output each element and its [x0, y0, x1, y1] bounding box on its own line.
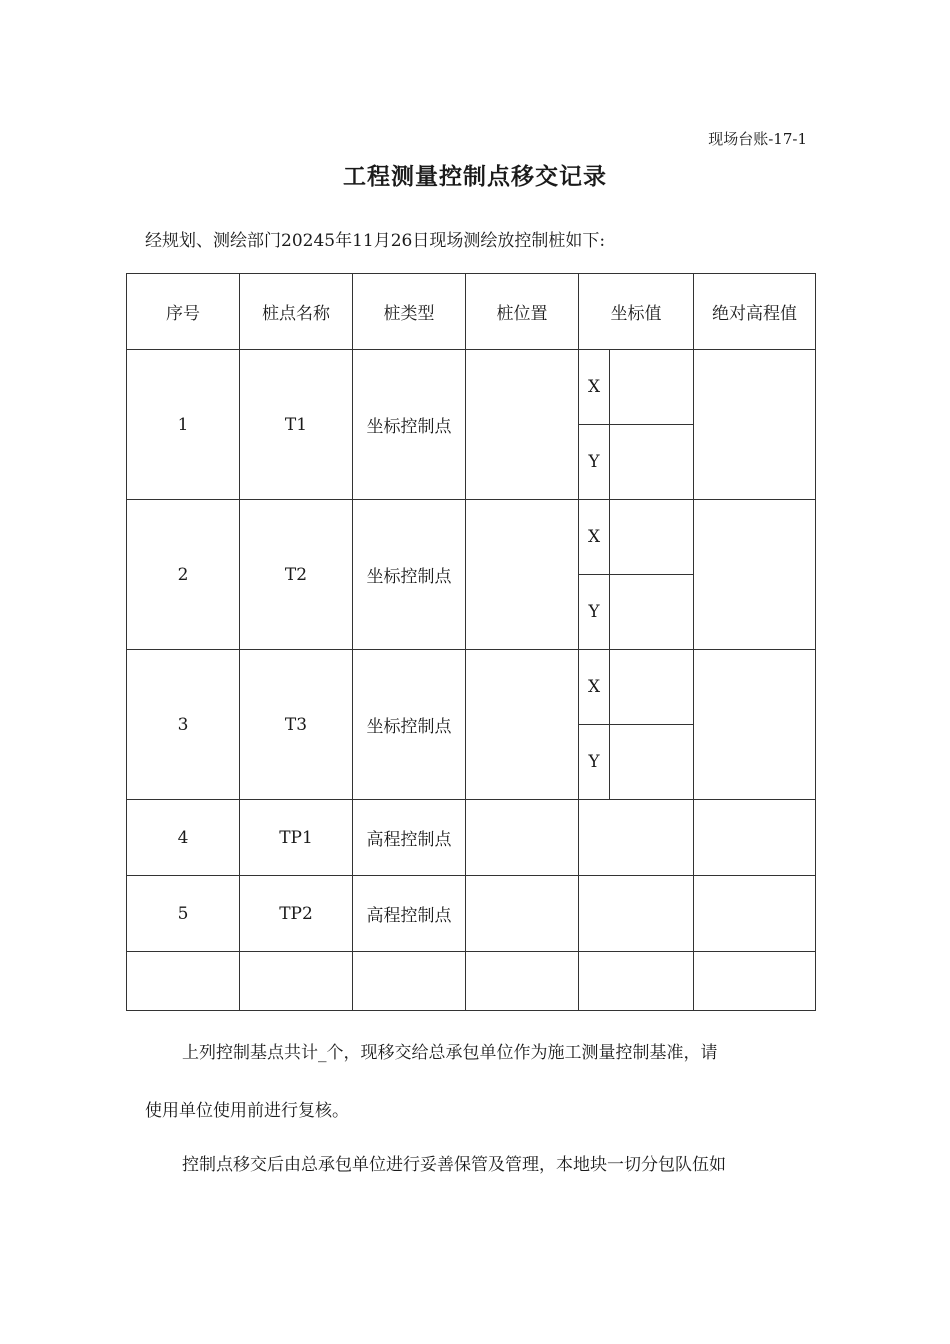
paragraph-line: 上列控制基点共计_个，现移交给总承包单位作为施工测量控制基准，请 [182, 1043, 718, 1063]
cell-type: 坐标控制点 [353, 350, 466, 500]
cell-elevation[interactable] [694, 500, 816, 650]
handover-paragraph [145, 1024, 805, 1140]
table-row [127, 952, 816, 1011]
paragraph-line: 控制点移交后由总承包单位进行妥善保管及管理，本地块一切分包队伍如 [182, 1155, 726, 1175]
custody-paragraph [145, 1136, 805, 1194]
cell-elevation[interactable] [694, 800, 816, 876]
header-elevation: 绝对高程值 [694, 274, 816, 350]
cell-index: 3 [127, 650, 240, 800]
cell-index: 5 [127, 876, 240, 952]
table-row [127, 350, 816, 425]
cell-position[interactable] [466, 350, 579, 500]
table-row [127, 876, 816, 952]
coord-y-value[interactable] [610, 725, 694, 800]
coord-x-value[interactable] [610, 500, 694, 575]
cell-name: T1 [240, 350, 353, 500]
coord-y-value[interactable] [610, 575, 694, 650]
document-reference: 现场台账-17-1 [708, 130, 807, 148]
cell-index[interactable] [127, 952, 240, 1011]
cell-position[interactable] [466, 876, 579, 952]
coord-x-value[interactable] [610, 650, 694, 725]
cell-elevation[interactable] [694, 650, 816, 800]
cell-position[interactable] [466, 800, 579, 876]
coord-y-value[interactable] [610, 425, 694, 500]
coord-x-value[interactable] [610, 350, 694, 425]
cell-type: 坐标控制点 [353, 500, 466, 650]
coord-x-label: X [579, 650, 610, 725]
cell-type: 高程控制点 [353, 800, 466, 876]
cell-name: TP1 [240, 800, 353, 876]
cell-coords[interactable] [579, 952, 694, 1011]
table-row [127, 800, 816, 876]
cell-type: 坐标控制点 [353, 650, 466, 800]
cell-position[interactable] [466, 500, 579, 650]
header-name: 桩点名称 [240, 274, 353, 350]
cell-coords[interactable] [579, 876, 694, 952]
cell-name: T2 [240, 500, 353, 650]
cell-elevation[interactable] [694, 350, 816, 500]
cell-index: 4 [127, 800, 240, 876]
header-type: 桩类型 [353, 274, 466, 350]
coord-x-label: X [579, 350, 610, 425]
cell-position[interactable] [466, 650, 579, 800]
header-position: 桩位置 [466, 274, 579, 350]
coord-y-label: Y [579, 575, 610, 650]
control-point-table [126, 273, 816, 1011]
table-header-row [127, 274, 816, 350]
header-coords: 坐标值 [579, 274, 694, 350]
coord-y-label: Y [579, 725, 610, 800]
cell-name: T3 [240, 650, 353, 800]
cell-elevation[interactable] [694, 952, 816, 1011]
cell-name: TP2 [240, 876, 353, 952]
cell-name[interactable] [240, 952, 353, 1011]
cell-type: 高程控制点 [353, 876, 466, 952]
cell-position[interactable] [466, 952, 579, 1011]
table-row [127, 500, 816, 575]
coord-y-label: Y [579, 425, 610, 500]
table-row [127, 650, 816, 725]
cell-index: 2 [127, 500, 240, 650]
cell-elevation[interactable] [694, 876, 816, 952]
cell-coords[interactable] [579, 800, 694, 876]
cell-type[interactable] [353, 952, 466, 1011]
header-index: 序号 [127, 274, 240, 350]
intro-text: 经规划、测绘部门20245年11月26日现场测绘放控制桩如下: [145, 231, 606, 251]
cell-index: 1 [127, 350, 240, 500]
page-title: 工程测量控制点移交记录 [343, 163, 607, 190]
paragraph-line: 使用单位使用前进行复核。 [145, 1101, 349, 1121]
coord-x-label: X [579, 500, 610, 575]
